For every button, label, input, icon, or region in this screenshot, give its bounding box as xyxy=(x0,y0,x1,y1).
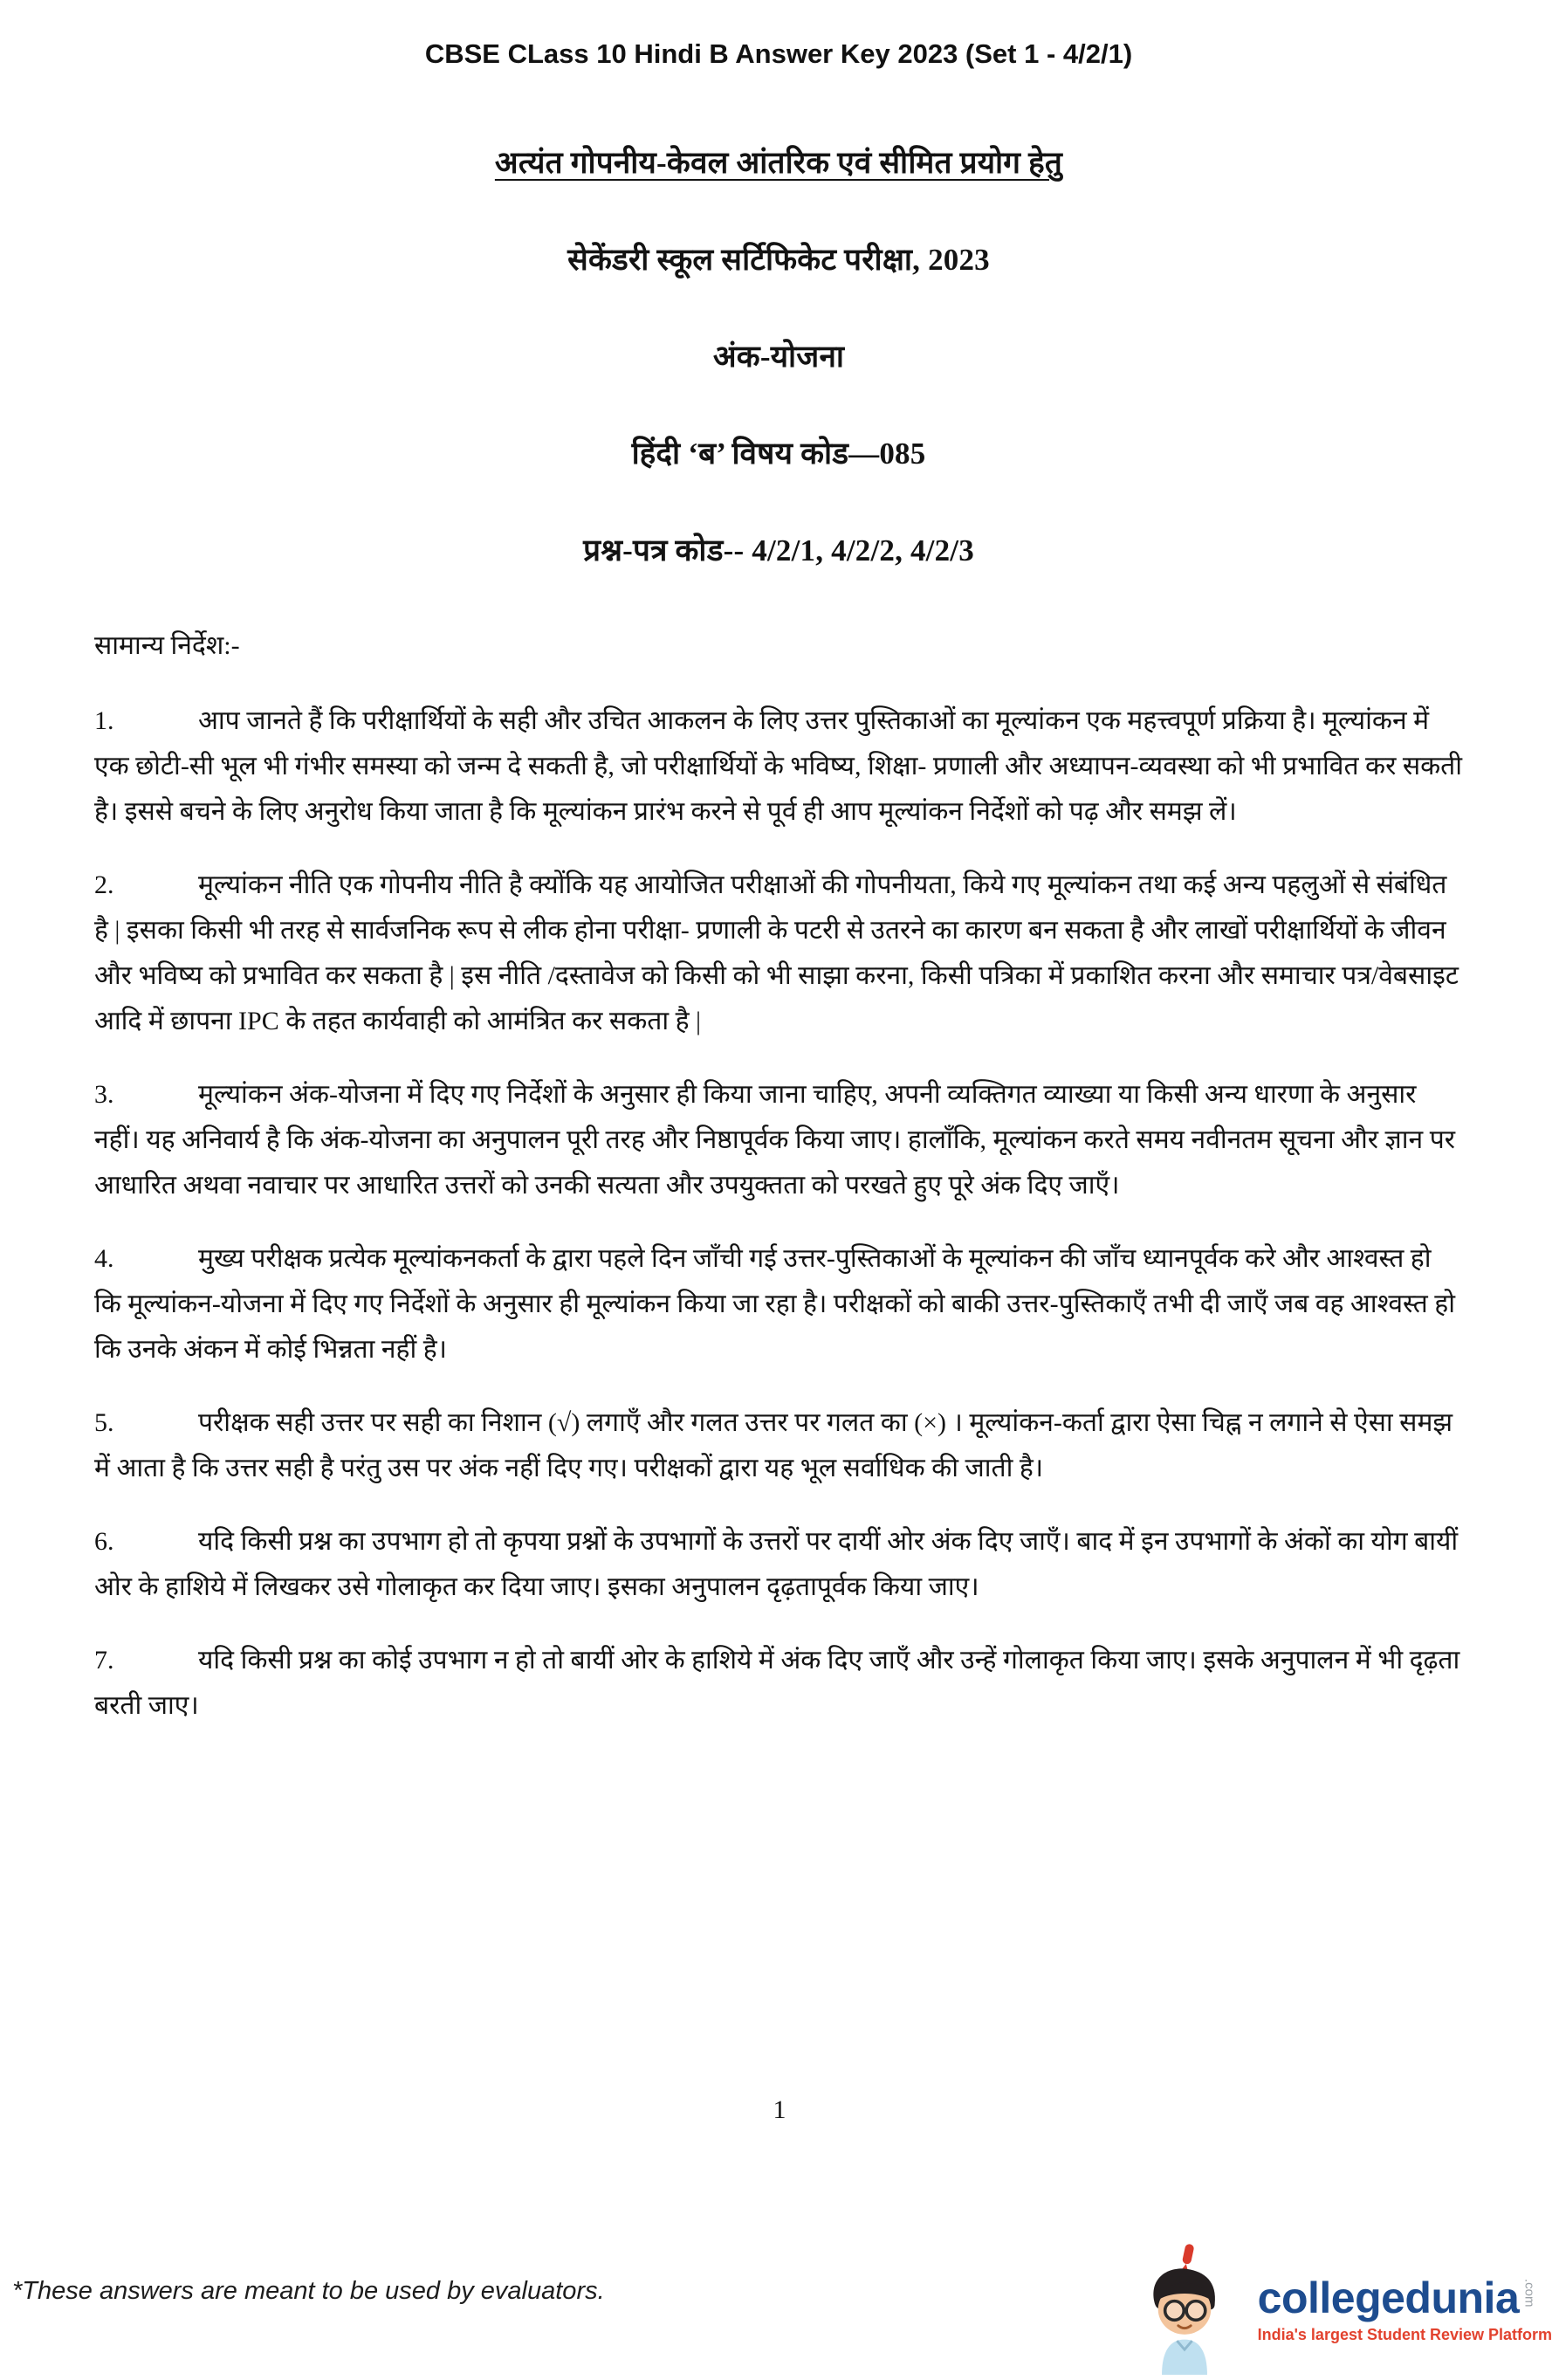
instruction-text: मूल्यांकन अंक-योजना में दिए गए निर्देशों के अनुसार ही किया जाना चाहिए, अपनी व्यक्तिगत व्याख्या या किसी अन्य धारणा के अनुसार नहीं। यह अनिवार्य है कि अंक-योजना का अनुपालन पूरी तरह और निष्ठापूर्वक किया जाए। हालाँकि, मूल्यांकन करते समय नवीनतम सूचना और ज्ञान पर आधारित अथवा नवाचार पर आधारित उत्तरों को उनकी सत्यता और उपयुक्तता को परखते हुए पूरे अंक दिए जाएँ। xyxy=(94,1080,1456,1200)
instruction-item-5 xyxy=(94,1400,1463,1491)
evaluator-note: *These answers are meant to be used by evaluators. xyxy=(12,2277,605,2305)
instruction-text: मूल्यांकन नीति एक गोपनीय नीति है क्योंकि यह आयोजित परीक्षाओं की गोपनीयता, किये गए मूल्यांकन तथा कई अन्य पहलुओं से संबंधित है | इसका किसी भी तरह से सार्वजनिक रूप से लीक होना परीक्षा- प्रणाली के पटरी से उतरने का कारण बन सकता है और लाखों परीक्षार्थियों के जीवन और भविष्य को प्रभावित कर सकता है | इस नीति /दस्तावेज को किसी को भी साझा करना, किसी पत्रिका में प्रकाशित करना और समाचार पत्र/वेबसाइट आदि में छापना IPC के तहत कार्यवाही को आमंत्रित कर सकता है | xyxy=(94,870,1459,1035)
brand-name: collegedunia xyxy=(1257,2273,1520,2322)
brand-tagline: India's largest Student Review Platform xyxy=(1257,2325,1552,2343)
heading-marking-scheme: अंक-योजना xyxy=(712,340,845,374)
instructions-label: सामान्य निर्देश:- xyxy=(94,631,240,660)
heading-block xyxy=(94,141,1463,570)
logo-text xyxy=(1258,2275,1552,2344)
collegedunia-mascot-icon xyxy=(1120,2244,1249,2375)
instruction-text: यदि किसी प्रश्न का कोई उपभाग न हो तो बायीं ओर के हाशिये में अंक दिए जाएँ और उन्हें गोलाकृत किया जाए। इसके अनुपालन में भी दृढ़ता बरती जाए। xyxy=(94,1646,1460,1720)
instruction-number: 6. xyxy=(94,1527,114,1556)
heading-subject-code: हिंदी ‘ब’ विषय कोड—085 xyxy=(631,437,926,471)
instruction-item-6 xyxy=(94,1519,1463,1610)
instruction-item-7 xyxy=(94,1638,1463,1729)
instruction-number: 5. xyxy=(94,1408,114,1437)
collegedunia-logo xyxy=(1120,2244,1552,2375)
instruction-number: 4. xyxy=(94,1244,114,1273)
instruction-text: आप जानते हैं कि परीक्षार्थियों के सही और उचित आकलन के लिए उत्तर पुस्तिकाओं का मूल्यांकन एक महत्त्वपूर्ण प्रक्रिया है। मूल्यांकन में एक छोटी-सी भूल भी गंभीर समस्या को जन्म दे सकती है, जो परीक्षार्थियों के भविष्य, शिक्षा- प्रणाली और अध्यापन-व्यवस्था को भी प्रभावित कर सकती है। इससे बचने के लिए अनुरोध किया जाता है कि मूल्यांकन प्रारंभ करने से पूर्व ही आप मूल्यांकन निर्देशों को पढ़ और समझ लें। xyxy=(94,706,1463,826)
instruction-text: मुख्य परीक्षक प्रत्येक मूल्यांकनकर्ता के द्वारा पहले दिन जाँची गई उत्तर-पुस्तिकाओं के मूल्यांकन की जाँच ध्यानपूर्वक करे और आश्वस्त हो कि मूल्यांकन-योजना में दिए गए निर्देशों के अनुसार ही मूल्यांकन किया जा रहा है। परीक्षकों को बाकी उत्तर-पुस्तिकाएँ तभी दी जाएँ जब वह आश्वस्त हो कि उनके अंकन में कोई भिन्नता नहीं है। xyxy=(94,1244,1455,1364)
instruction-number: 2. xyxy=(94,870,114,899)
instruction-item-4 xyxy=(94,1236,1463,1372)
page-title: CBSE CLass 10 Hindi B Answer Key 2023 (Set 1 - 4/2/1) xyxy=(424,38,1133,69)
instruction-text: यदि किसी प्रश्न का उपभाग हो तो कृपया प्रश्नों के उपभागों के उत्तरों पर दायीं ओर अंक दिए जाएँ। बाद में इन उपभागों के अंकों का योग बायीं ओर के हाशिये में लिखकर उसे गोलाकृत कर दिया जाए। इसका अनुपालन दृढ़तापूर्वक किया जाए। xyxy=(94,1527,1459,1601)
instruction-number: 3. xyxy=(94,1080,114,1109)
instruction-number: 1. xyxy=(94,706,114,735)
page-number: 1 xyxy=(773,2095,786,2124)
heading-confidential: अत्यंत गोपनीय-केवल आंतरिक एवं सीमित प्रयोग हेतु xyxy=(494,146,1063,180)
heading-paper-code: प्रश्न-पत्र कोड-- 4/2/1, 4/2/2, 4/2/3 xyxy=(583,533,974,567)
instruction-number: 7. xyxy=(94,1646,114,1675)
instruction-item-2 xyxy=(94,863,1463,1044)
brand-tld: .com xyxy=(1521,2278,1537,2308)
heading-exam: सेकेंडरी स्कूल सर्टिफिकेट परीक्षा, 2023 xyxy=(567,243,990,277)
instruction-item-3 xyxy=(94,1072,1463,1208)
instruction-text: परीक्षक सही उत्तर पर सही का निशान (√) लगाएँ और गलत उत्तर पर गलत का (×) । मूल्यांकन-कर्ता द्वारा ऐसा चिह्न न लगाने से ऐसा समझ में आता है कि उत्तर सही है परंतु उस पर अंक नहीं दिए गए। परीक्षकों द्वारा यह भूल सर्वाधिक की जाती है। xyxy=(94,1408,1453,1482)
instruction-item-1 xyxy=(94,698,1463,835)
